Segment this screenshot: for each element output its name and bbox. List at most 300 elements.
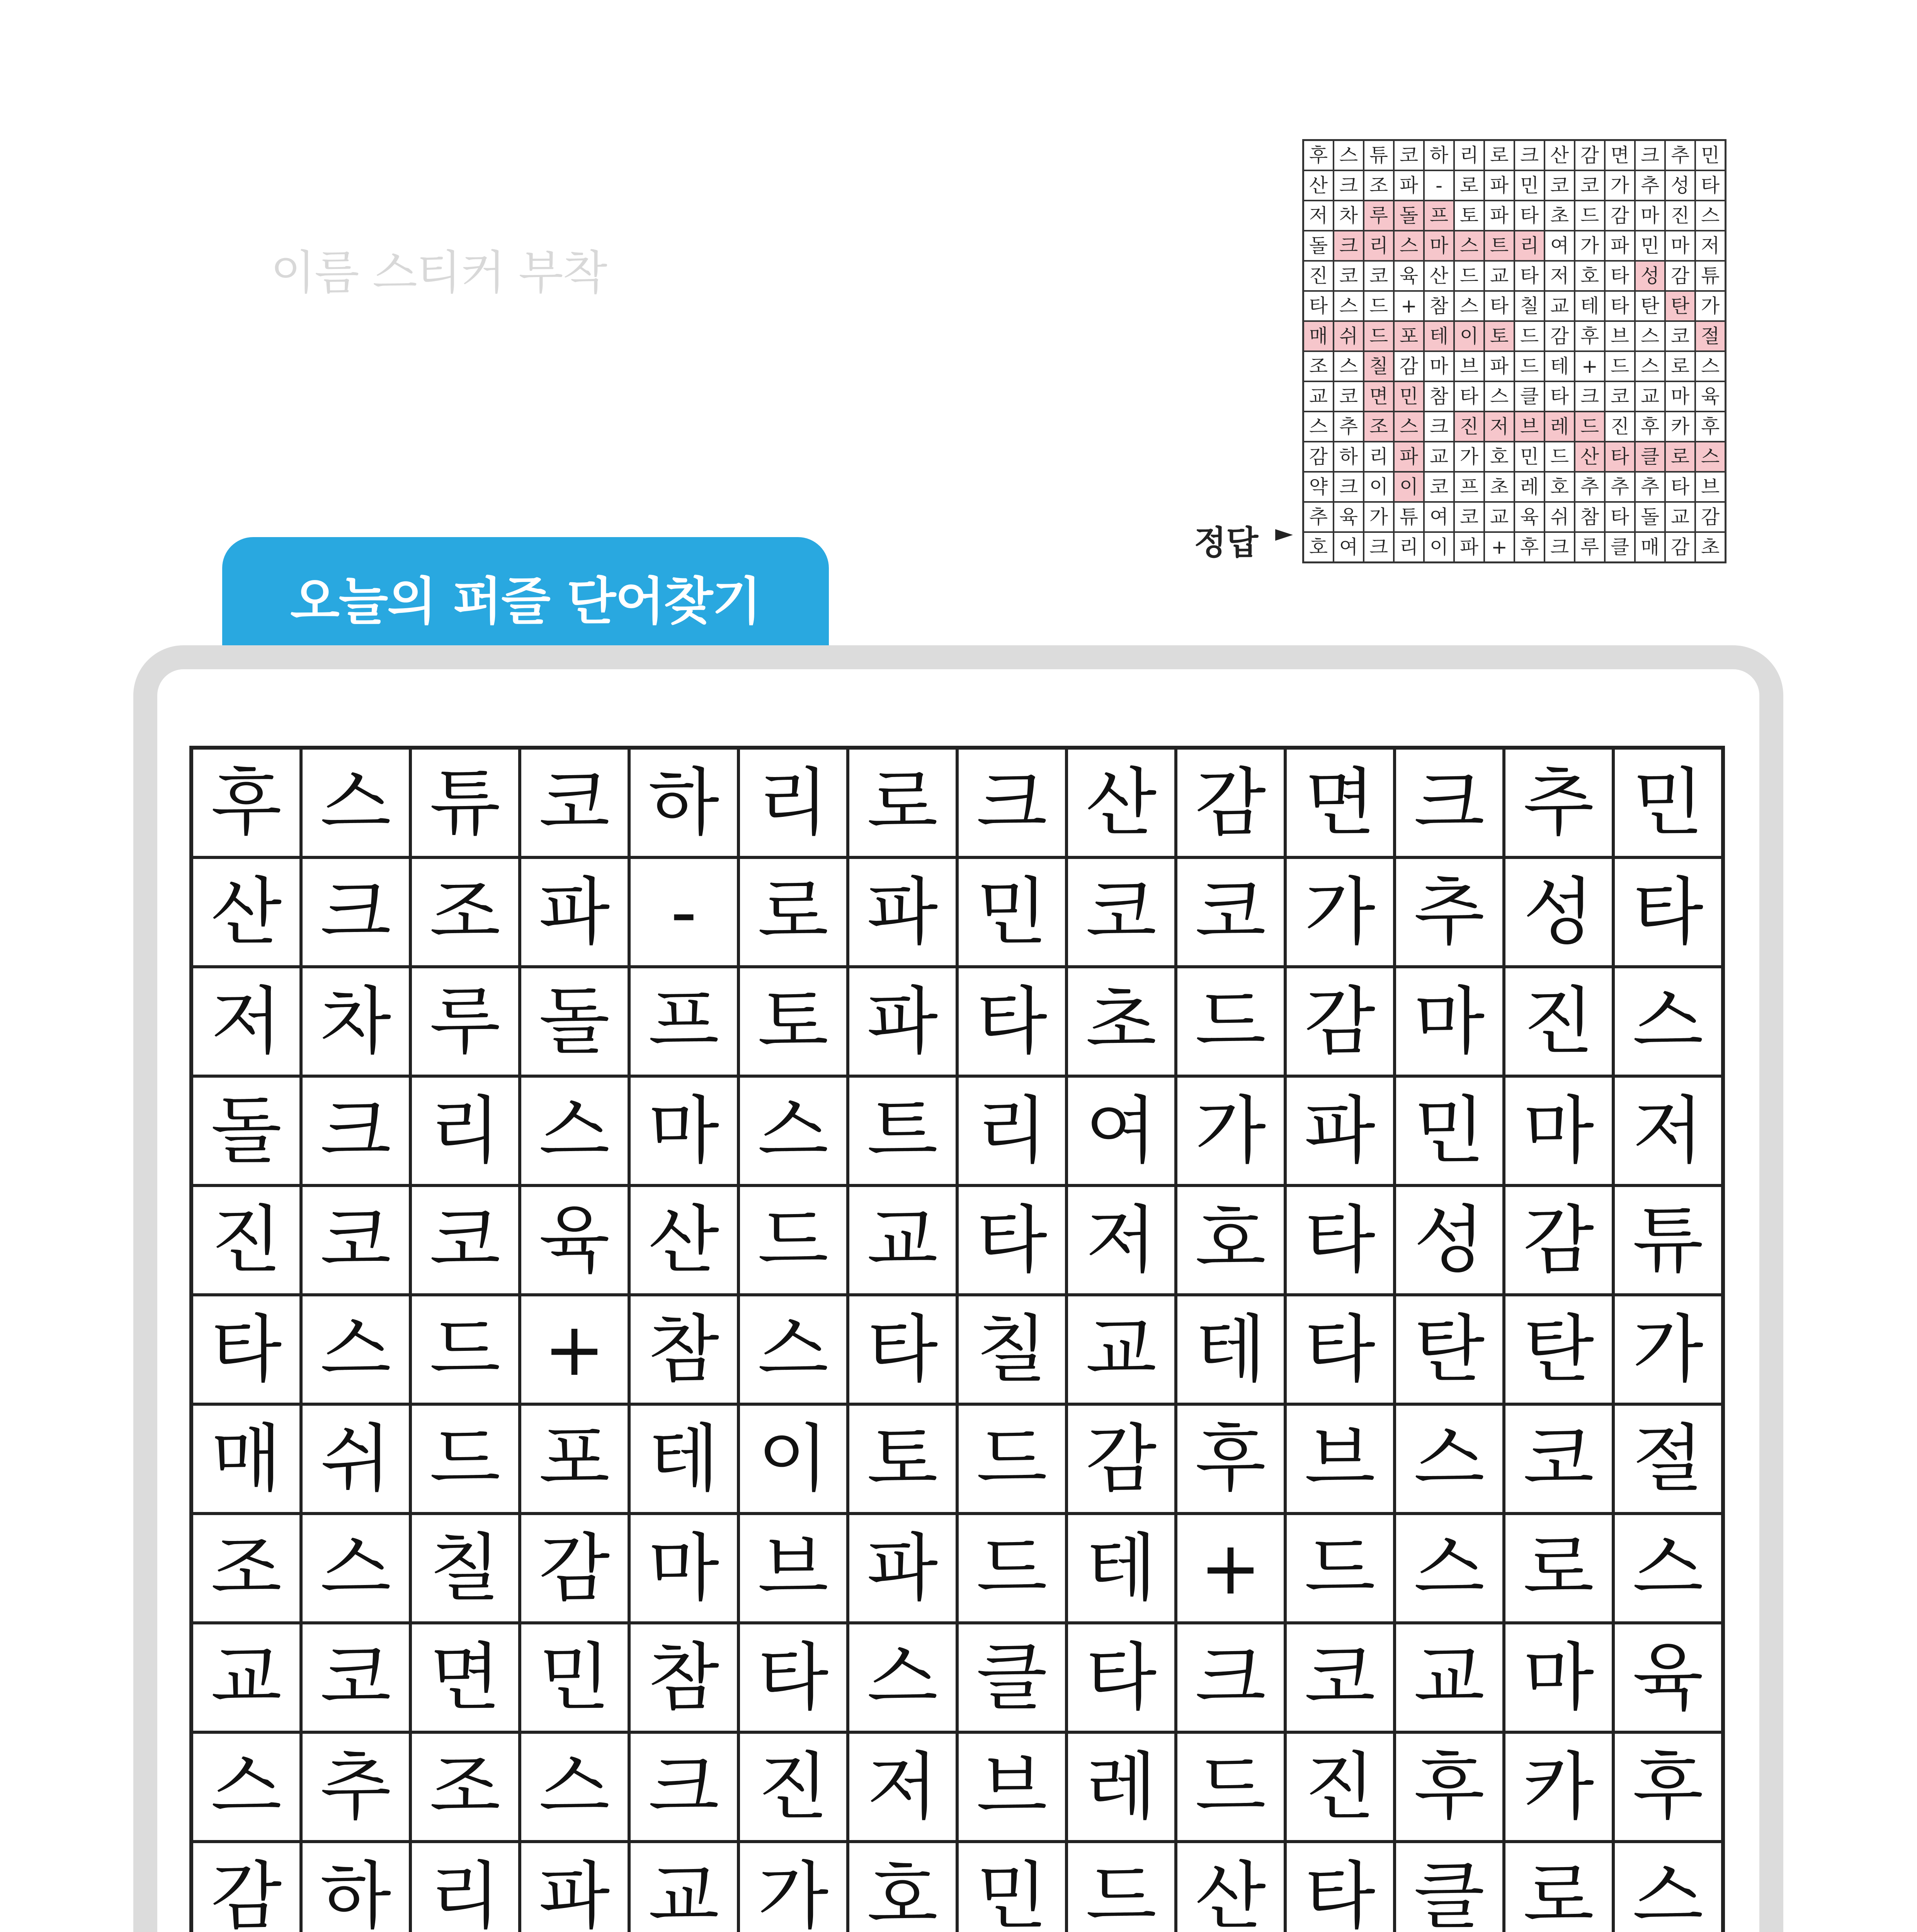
grid-cell: 가: [1364, 502, 1394, 532]
grid-cell: 스: [1613, 967, 1723, 1076]
grid-cell: 스: [738, 1076, 848, 1185]
grid-cell: 마: [1665, 381, 1695, 412]
grid-cell: 교: [1484, 502, 1514, 532]
grid-cell: 저: [1303, 201, 1334, 231]
grid-cell: 튜: [1613, 1185, 1723, 1295]
grid-cell: 하: [301, 1842, 410, 1932]
grid-cell: 이: [1394, 472, 1424, 502]
grid-cell: 민: [520, 1623, 629, 1732]
grid-cell: 로: [1504, 1842, 1613, 1932]
grid-cell: 타: [1285, 1185, 1395, 1295]
grid-cell: 타: [1514, 201, 1544, 231]
grid-cell: 감: [520, 1514, 629, 1623]
grid-cell: 드: [1605, 351, 1635, 381]
grid-cell: 크: [1334, 472, 1364, 502]
grid-cell: 추: [1575, 472, 1605, 502]
grid-cell: 호: [1575, 261, 1605, 291]
grid-cell: 스: [1334, 140, 1364, 170]
grid-cell: 추: [1635, 472, 1665, 502]
grid-cell: 칠: [1514, 291, 1544, 321]
grid-cell: 참: [629, 1623, 738, 1732]
grid-cell: 교: [1303, 381, 1334, 412]
grid-cell: 감: [1695, 502, 1725, 532]
grid-cell: 로: [848, 748, 957, 857]
grid-cell: 레: [1514, 472, 1544, 502]
grid-cell: 호: [1484, 442, 1514, 472]
grid-cell: 타: [1514, 261, 1544, 291]
grid-cell: 여: [1334, 532, 1364, 562]
grid-cell: 민: [1695, 140, 1725, 170]
grid-cell: 감: [1665, 261, 1695, 291]
grid-cell: 호: [1176, 1185, 1285, 1295]
grid-cell: 드: [1575, 412, 1605, 442]
grid-cell: 스: [1454, 231, 1484, 261]
grid-cell: 스: [1695, 351, 1725, 381]
grid-cell: 육: [1394, 261, 1424, 291]
grid-cell: 드: [410, 1295, 520, 1404]
grid-cell: 테: [1176, 1295, 1285, 1404]
grid-cell: -: [629, 857, 738, 967]
grid-cell: +: [1575, 351, 1605, 381]
grid-cell: 저: [1544, 261, 1575, 291]
grid-cell: 면: [1364, 381, 1394, 412]
grid-cell: 교: [629, 1842, 738, 1932]
grid-cell: 코: [301, 1185, 410, 1295]
grid-cell: 추: [1665, 140, 1695, 170]
grid-cell: 타: [1665, 472, 1695, 502]
grid-cell: 타: [957, 967, 1067, 1076]
grid-cell: 루: [1364, 201, 1394, 231]
grid-cell: 가: [1613, 1295, 1723, 1404]
grid-cell: 로: [738, 857, 848, 967]
grid-cell: 교: [1665, 502, 1695, 532]
grid-cell: 쉬: [301, 1404, 410, 1514]
grid-cell: 민: [1395, 1076, 1504, 1185]
grid-cell: 민: [1514, 442, 1544, 472]
grid-cell: 돌: [1394, 201, 1424, 231]
grid-cell: 타: [957, 1185, 1067, 1295]
grid-cell: 교: [1544, 291, 1575, 321]
grid-cell: 민: [1394, 381, 1424, 412]
grid-cell: 후: [1395, 1732, 1504, 1842]
grid-cell: 칠: [1364, 351, 1394, 381]
grid-cell: 가: [1695, 291, 1725, 321]
grid-cell: 교: [1635, 381, 1665, 412]
grid-cell: 크: [301, 1076, 410, 1185]
grid-cell: 파: [1285, 1076, 1395, 1185]
grid-cell: 크: [1176, 1623, 1285, 1732]
grid-cell: 추: [301, 1732, 410, 1842]
grid-cell: 가: [1454, 442, 1484, 472]
grid-cell: 진: [1303, 261, 1334, 291]
grid-cell: 스: [520, 1732, 629, 1842]
grid-cell: 타: [192, 1295, 301, 1404]
grid-cell: 스: [301, 1514, 410, 1623]
grid-cell: 브: [1285, 1404, 1395, 1514]
grid-cell: 진: [1504, 967, 1613, 1076]
grid-cell: 약: [1303, 472, 1334, 502]
grid-cell: 감: [1665, 532, 1695, 562]
grid-cell: 민: [1514, 170, 1544, 201]
grid-cell: 크: [1424, 412, 1454, 442]
grid-cell: 토: [1484, 321, 1514, 351]
grid-cell: 저: [1695, 231, 1725, 261]
grid-cell: 스: [192, 1732, 301, 1842]
grid-cell: 호: [1303, 532, 1334, 562]
grid-cell: 스: [1394, 412, 1424, 442]
grid-cell: 초: [1067, 967, 1176, 1076]
grid-cell: 칠: [410, 1514, 520, 1623]
grid-cell: 테: [1424, 321, 1454, 351]
grid-cell: 타: [1605, 502, 1635, 532]
grid-cell: 초: [1484, 472, 1514, 502]
grid-cell: 드: [1544, 442, 1575, 472]
grid-cell: 크: [1575, 381, 1605, 412]
word-search-grid: [189, 746, 1725, 1932]
grid-cell: 산: [1544, 140, 1575, 170]
grid-cell: 크: [1544, 532, 1575, 562]
grid-cell: 민: [957, 1842, 1067, 1932]
grid-cell: 드: [1514, 351, 1544, 381]
grid-cell: 로: [1484, 140, 1514, 170]
grid-cell: 후: [1514, 532, 1544, 562]
grid-cell: 진: [1285, 1732, 1395, 1842]
grid-cell: 타: [1605, 442, 1635, 472]
grid-cell: 후: [192, 748, 301, 857]
grid-cell: 스: [301, 748, 410, 857]
grid-cell: 리: [1394, 532, 1424, 562]
grid-cell: 감: [1544, 321, 1575, 351]
grid-cell: 테: [629, 1404, 738, 1514]
grid-cell: 튜: [1695, 261, 1725, 291]
grid-cell: 호: [848, 1842, 957, 1932]
grid-cell: 민: [1635, 231, 1665, 261]
grid-cell: 리: [1364, 231, 1394, 261]
grid-cell: 리: [1514, 231, 1544, 261]
grid-cell: 트: [848, 1076, 957, 1185]
grid-cell: 파: [848, 857, 957, 967]
grid-cell: 클: [1635, 442, 1665, 472]
grid-cell: 클: [957, 1623, 1067, 1732]
grid-cell: 크: [1514, 140, 1544, 170]
grid-cell: 감: [1394, 351, 1424, 381]
grid-cell: 테: [1575, 291, 1605, 321]
grid-cell: 돌: [192, 1076, 301, 1185]
grid-cell: 탄: [1665, 291, 1695, 321]
grid-cell: 여: [1424, 502, 1454, 532]
grid-cell: 하: [1424, 140, 1454, 170]
grid-cell: 코: [1544, 170, 1575, 201]
grid-cell: 저: [1067, 1185, 1176, 1295]
grid-cell: 파: [1484, 351, 1514, 381]
grid-cell: 저: [192, 967, 301, 1076]
grid-cell: 프: [629, 967, 738, 1076]
grid-cell: 감: [1575, 140, 1605, 170]
grid-cell: 로: [1504, 1514, 1613, 1623]
grid-cell: 후: [1176, 1404, 1285, 1514]
grid-cell: 루: [410, 967, 520, 1076]
grid-cell: 매: [1303, 321, 1334, 351]
grid-cell: 코: [1334, 381, 1364, 412]
grid-cell: 돌: [1303, 231, 1334, 261]
grid-cell: 스: [1334, 351, 1364, 381]
grid-cell: 로: [1665, 351, 1695, 381]
grid-cell: 초: [1544, 201, 1575, 231]
grid-cell: 브: [1454, 351, 1484, 381]
grid-cell: 스: [1334, 291, 1364, 321]
grid-cell: 여: [1067, 1076, 1176, 1185]
grid-cell: 스: [1303, 412, 1334, 442]
grid-cell: 타: [1285, 1295, 1395, 1404]
grid-cell: 리: [957, 1076, 1067, 1185]
grid-cell: 카: [1504, 1732, 1613, 1842]
answer-arrow-icon: ►: [1275, 520, 1293, 547]
grid-cell: +: [1484, 532, 1514, 562]
grid-cell: 브: [1695, 472, 1725, 502]
grid-cell: 절: [1613, 1404, 1723, 1514]
grid-cell: 진: [1454, 412, 1484, 442]
grid-cell: 성: [1665, 170, 1695, 201]
grid-cell: 저: [1484, 412, 1514, 442]
grid-cell: 스: [1484, 381, 1514, 412]
grid-cell: +: [1394, 291, 1424, 321]
grid-cell: 마: [629, 1514, 738, 1623]
grid-cell: 코: [1285, 1623, 1395, 1732]
grid-cell: 산: [1176, 1842, 1285, 1932]
grid-cell: 탄: [1635, 291, 1665, 321]
grid-cell: 이: [1454, 321, 1484, 351]
grid-cell: 면: [410, 1623, 520, 1732]
grid-cell: 이: [1364, 472, 1394, 502]
grid-cell: 클: [1605, 532, 1635, 562]
grid-cell: 추: [1303, 502, 1334, 532]
grid-cell: 타: [1544, 381, 1575, 412]
grid-cell: 차: [1334, 201, 1364, 231]
grid-cell: 코: [1504, 1404, 1613, 1514]
grid-cell: 튜: [410, 748, 520, 857]
grid-cell: 가: [1575, 231, 1605, 261]
grid-cell: 성: [1635, 261, 1665, 291]
grid-cell: 스: [848, 1623, 957, 1732]
grid-cell: 프: [1424, 201, 1454, 231]
grid-cell: 후: [1575, 321, 1605, 351]
grid-cell: 코: [1665, 321, 1695, 351]
grid-cell: 참: [1575, 502, 1605, 532]
grid-cell: 코: [1454, 502, 1484, 532]
grid-cell: 산: [629, 1185, 738, 1295]
grid-cell: 교: [1484, 261, 1514, 291]
grid-cell: 산: [1575, 442, 1605, 472]
grid-cell: 드: [957, 1404, 1067, 1514]
answer-label: 정답: [1194, 524, 1259, 562]
grid-cell: 산: [1067, 748, 1176, 857]
grid-cell: -: [1424, 170, 1454, 201]
grid-cell: 교: [1395, 1623, 1504, 1732]
grid-cell: 매: [192, 1404, 301, 1514]
grid-cell: 드: [1067, 1842, 1176, 1932]
grid-cell: 민: [1613, 748, 1723, 857]
grid-cell: 감: [192, 1842, 301, 1932]
grid-cell: 브: [738, 1514, 848, 1623]
grid-cell: 파: [520, 1842, 629, 1932]
grid-cell: 하: [629, 748, 738, 857]
grid-cell: 참: [1424, 291, 1454, 321]
grid-cell: 포: [1394, 321, 1424, 351]
grid-cell: 육: [1514, 502, 1544, 532]
grid-cell: 브: [1605, 321, 1635, 351]
grid-cell: 스: [1695, 442, 1725, 472]
grid-cell: 스: [520, 1076, 629, 1185]
grid-cell: 스: [1454, 291, 1484, 321]
grid-cell: 로: [1454, 170, 1484, 201]
grid-cell: 면: [1285, 748, 1395, 857]
grid-cell: 저: [1613, 1076, 1723, 1185]
grid-cell: 크: [1364, 532, 1394, 562]
grid-cell: 스: [738, 1295, 848, 1404]
grid-cell: 드: [1454, 261, 1484, 291]
grid-cell: 트: [1484, 231, 1514, 261]
grid-cell: 마: [1635, 201, 1665, 231]
grid-cell: 리: [738, 748, 848, 857]
grid-cell: 육: [1695, 381, 1725, 412]
grid-cell: 코: [1364, 261, 1394, 291]
grid-cell: 코: [1176, 857, 1285, 967]
grid-cell: 카: [1665, 412, 1695, 442]
grid-cell: 이: [738, 1404, 848, 1514]
grid-cell: +: [520, 1295, 629, 1404]
grid-cell: 후: [1695, 412, 1725, 442]
grid-cell: 드: [1575, 201, 1605, 231]
grid-cell: 감: [1303, 442, 1334, 472]
grid-cell: 감: [1504, 1185, 1613, 1295]
grid-cell: 코: [1605, 381, 1635, 412]
grid-cell: 드: [1364, 321, 1394, 351]
grid-cell: 교: [192, 1623, 301, 1732]
grid-cell: 크: [629, 1732, 738, 1842]
grid-cell: 하: [1334, 442, 1364, 472]
grid-cell: 타: [1613, 857, 1723, 967]
grid-cell: 토: [848, 1404, 957, 1514]
grid-cell: 토: [1454, 201, 1484, 231]
grid-cell: 크: [301, 857, 410, 967]
grid-cell: 산: [192, 857, 301, 967]
grid-cell: 조: [1364, 412, 1394, 442]
grid-cell: 마: [629, 1076, 738, 1185]
grid-cell: 절: [1695, 321, 1725, 351]
grid-cell: 마: [1424, 351, 1454, 381]
grid-cell: 돌: [520, 967, 629, 1076]
grid-cell: 조: [1303, 351, 1334, 381]
grid-cell: 조: [410, 857, 520, 967]
puzzle-title: 오늘의 퍼즐 단어찾기: [290, 572, 761, 631]
grid-cell: 리: [1364, 442, 1394, 472]
grid-cell: 코: [410, 1185, 520, 1295]
name-sticker-label: 이름 스티커 부착: [270, 246, 607, 300]
grid-cell: +: [1176, 1514, 1285, 1623]
grid-cell: 타: [1067, 1623, 1176, 1732]
grid-cell: 타: [1285, 1842, 1395, 1932]
grid-cell: 이: [1424, 532, 1454, 562]
grid-cell: 타: [1303, 291, 1334, 321]
grid-cell: 교: [848, 1185, 957, 1295]
grid-cell: 감: [1067, 1404, 1176, 1514]
grid-cell: 스: [1613, 1514, 1723, 1623]
grid-cell: 추: [1605, 472, 1635, 502]
grid-cell: 탄: [1504, 1295, 1613, 1404]
grid-cell: 마: [1504, 1623, 1613, 1732]
grid-cell: 감: [1176, 748, 1285, 857]
grid-cell: 크: [1334, 170, 1364, 201]
grid-cell: 진: [738, 1732, 848, 1842]
grid-cell: 스: [1695, 201, 1725, 231]
grid-cell: 스: [1395, 1514, 1504, 1623]
grid-cell: 루: [1575, 532, 1605, 562]
grid-cell: 파: [1605, 231, 1635, 261]
grid-cell: 쉬: [1334, 321, 1364, 351]
grid-cell: 드: [410, 1404, 520, 1514]
grid-cell: 후: [1613, 1732, 1723, 1842]
grid-cell: 가: [1605, 170, 1635, 201]
grid-cell: 파: [848, 967, 957, 1076]
grid-cell: 클: [1514, 381, 1544, 412]
grid-cell: 코: [520, 748, 629, 857]
grid-cell: 타: [738, 1623, 848, 1732]
grid-cell: 산: [1424, 261, 1454, 291]
grid-cell: 스: [1394, 231, 1424, 261]
grid-cell: 민: [957, 857, 1067, 967]
grid-cell: 쉬: [1544, 502, 1575, 532]
grid-cell: 가: [738, 1842, 848, 1932]
grid-cell: 드: [1364, 291, 1394, 321]
grid-cell: 초: [1695, 532, 1725, 562]
grid-cell: 크: [1334, 231, 1364, 261]
grid-cell: 드: [1514, 321, 1544, 351]
grid-cell: 드: [1176, 967, 1285, 1076]
grid-cell: 파: [1454, 532, 1484, 562]
grid-cell: 추: [1395, 857, 1504, 967]
grid-cell: 로: [1665, 442, 1695, 472]
grid-cell: 마: [1504, 1076, 1613, 1185]
grid-cell: 면: [1605, 140, 1635, 170]
grid-cell: 타: [1695, 170, 1725, 201]
grid-cell: 레: [1544, 412, 1575, 442]
grid-cell: 산: [1303, 170, 1334, 201]
grid-cell: 코: [1424, 472, 1454, 502]
grid-cell: 파: [848, 1514, 957, 1623]
grid-cell: 코: [301, 1623, 410, 1732]
grid-cell: 감: [1605, 201, 1635, 231]
grid-cell: 타: [1605, 291, 1635, 321]
grid-cell: 후: [1303, 140, 1334, 170]
grid-cell: 참: [629, 1295, 738, 1404]
grid-cell: 타: [1454, 381, 1484, 412]
grid-cell: 교: [1067, 1295, 1176, 1404]
grid-cell: 드: [1285, 1514, 1395, 1623]
grid-cell: 칠: [957, 1295, 1067, 1404]
grid-cell: 드: [957, 1514, 1067, 1623]
grid-cell: 감: [1285, 967, 1395, 1076]
grid-cell: 브: [957, 1732, 1067, 1842]
grid-cell: 육: [1334, 502, 1364, 532]
grid-cell: 조: [1364, 170, 1394, 201]
grid-cell: 크: [1635, 140, 1665, 170]
grid-cell: 코: [1394, 140, 1424, 170]
grid-cell: 리: [410, 1842, 520, 1932]
grid-cell: 마: [1424, 231, 1454, 261]
grid-cell: 클: [1395, 1842, 1504, 1932]
grid-cell: 포: [520, 1404, 629, 1514]
grid-cell: 차: [301, 967, 410, 1076]
